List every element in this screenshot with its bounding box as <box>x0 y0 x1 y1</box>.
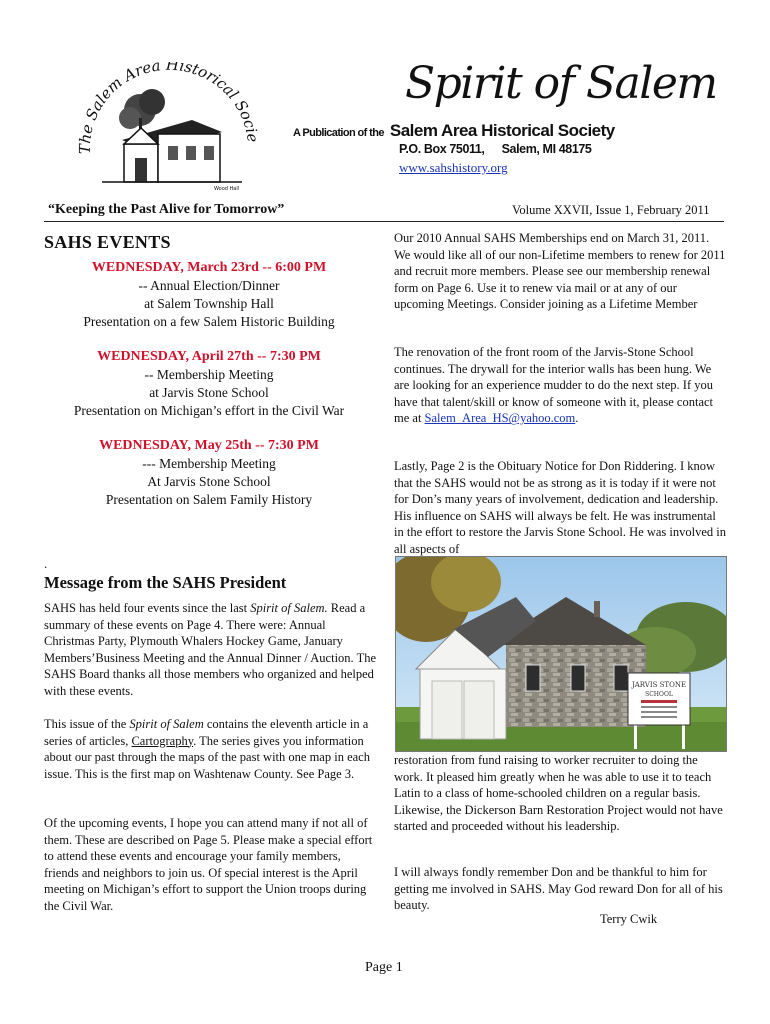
italic-run: Spirit of Salem. <box>250 601 328 615</box>
event-title: WEDNESDAY, April 27th -- 7:30 PM <box>97 349 321 364</box>
text-run: The renovation of the front room of the Jarvis-Stone School continues. The drywall for the interior walls has been hung. We are looking for an experience mudder to do the next step. If you have that talent/skill or know of someone with it, please contact me at <box>394 345 714 426</box>
president-paragraph-1 <box>44 600 378 700</box>
text-run: SAHS has held four events since the last <box>44 601 251 615</box>
logo-caption: Wood Hall <box>214 186 240 192</box>
sign-text-line-1: JARVIS STONE <box>631 681 687 689</box>
header-divider <box>44 221 724 222</box>
page-number: Page 1 <box>365 960 403 975</box>
jarvis-stone-school-photo <box>395 556 727 752</box>
italic-run: Spirit of Salem <box>129 717 204 731</box>
president-paragraph-2 <box>44 716 378 782</box>
president-paragraph-3: Of the upcoming events, I hope you can attend many if not all of them. These are described on Page 5. Please make a special effort to attend these events and encourage your family members, friends and neighbors to join us. Of special interest is the April meeting on Michigan’s effort to support the Union troops during the Civil War. <box>44 816 373 913</box>
event-line: Presentation on Michigan’s effort in the Civil War <box>73 403 345 418</box>
volume-issue: Volume XXVII, Issue 1, February 2011 <box>512 203 710 217</box>
motto: “Keeping the Past Alive for Tomorrow” <box>48 202 285 217</box>
event-line: At Jarvis Stone School <box>147 474 271 489</box>
right-paragraph-1: Our 2010 Annual SAHS Memberships end on March 31, 2011. We would like all of our non-Lifetime members to renew for 2011 and recruit more members. Please see our membership renewal form on Page 6. Use it to renew via mail or at any of our upcoming Meetings. Consider joining as a Lifetime Member <box>394 231 726 312</box>
events-heading: SAHS EVENTS <box>44 232 171 252</box>
text-run: contains the eleventh article in a series of articles, <box>44 717 369 748</box>
mailing-address <box>399 142 591 156</box>
text-run: . The series gives you information about our past through the maps of the past with one map in each issue. This is the first map on Washtenaw County. See Page 3. <box>44 733 370 781</box>
event-line: Presentation on Salem Family History <box>105 492 313 507</box>
right-paragraph-2 <box>394 344 726 427</box>
text-run: . <box>575 411 579 426</box>
stray-period: . <box>44 556 48 571</box>
society-logo <box>72 62 262 192</box>
event-item <box>44 437 374 509</box>
event-item <box>44 348 374 420</box>
website-link[interactable]: www.sahshistory.org <box>399 160 508 175</box>
right-paragraph-4: restoration from fund raising to worker recruiter to doing the work. It pleased him greatly when he was able to use it to teach Latin to a class of home-schooled children on a regular basis. Likewise, the Dickerson Barn Restoration Project would not have started and proceeded without his leadership. <box>394 753 723 834</box>
event-title: WEDNESDAY, May 25th -- 7:30 PM <box>99 438 319 453</box>
sign-text-line-2: SCHOOL <box>645 691 673 698</box>
event-line: -- Membership Meeting <box>144 367 274 382</box>
right-paragraph-5: I will always fondly remember Don and be thankful to him for getting me involved in SAHS. May God reward Don for all of his beauty. <box>394 865 723 913</box>
president-message-heading: Message from the SAHS President <box>44 573 287 592</box>
text-run: Read a summary of these events on Page 4. There were: Annual Christmas Party, Plymouth Whalers Hockey Game, January Members’Business Meeting and the Annual Dinner / Auction. The SAHS Board thanks all those members who organized and helped with these events. <box>44 601 377 698</box>
event-line: Presentation on a few Salem Historic Building <box>83 314 335 329</box>
publication-line <box>293 121 615 141</box>
text-run: This issue of the <box>44 717 130 731</box>
organization-name: Salem Area Historical Society <box>389 121 615 140</box>
city-state-zip: Salem, MI 48175 <box>501 142 592 156</box>
signature: Terry Cwik <box>600 912 658 926</box>
event-line: --- Membership Meeting <box>142 456 276 471</box>
event-title: WEDNESDAY, March 23rd -- 6:00 PM <box>91 260 327 275</box>
event-line: at Jarvis Stone School <box>149 385 269 400</box>
event-line: at Salem Township Hall <box>144 296 274 311</box>
email-link[interactable]: Salem_Area_HS@yahoo.com <box>424 411 576 426</box>
underlined-run: Cartography <box>131 733 194 748</box>
logo-arc-text: The Salem Area Historical Socie <box>75 62 262 155</box>
event-line: -- Annual Election/Dinner <box>138 278 280 293</box>
event-item <box>44 259 374 331</box>
publication-prefix: A Publication of the <box>293 127 384 139</box>
po-box: P.O. Box 75011, <box>399 142 485 156</box>
right-paragraph-3: Lastly, Page 2 is the Obituary Notice for Don Riddering. I know that the SAHS would not be as strong as it is today if it were not for Don’s many years of involvement, dedication and leadership. His influence on SAHS will always be felt. He was instrumental in the effort to restore the Jarvis Stone School. He was involved in all aspects of <box>394 459 726 556</box>
newsletter-title: Spirit of Salem <box>405 58 717 109</box>
